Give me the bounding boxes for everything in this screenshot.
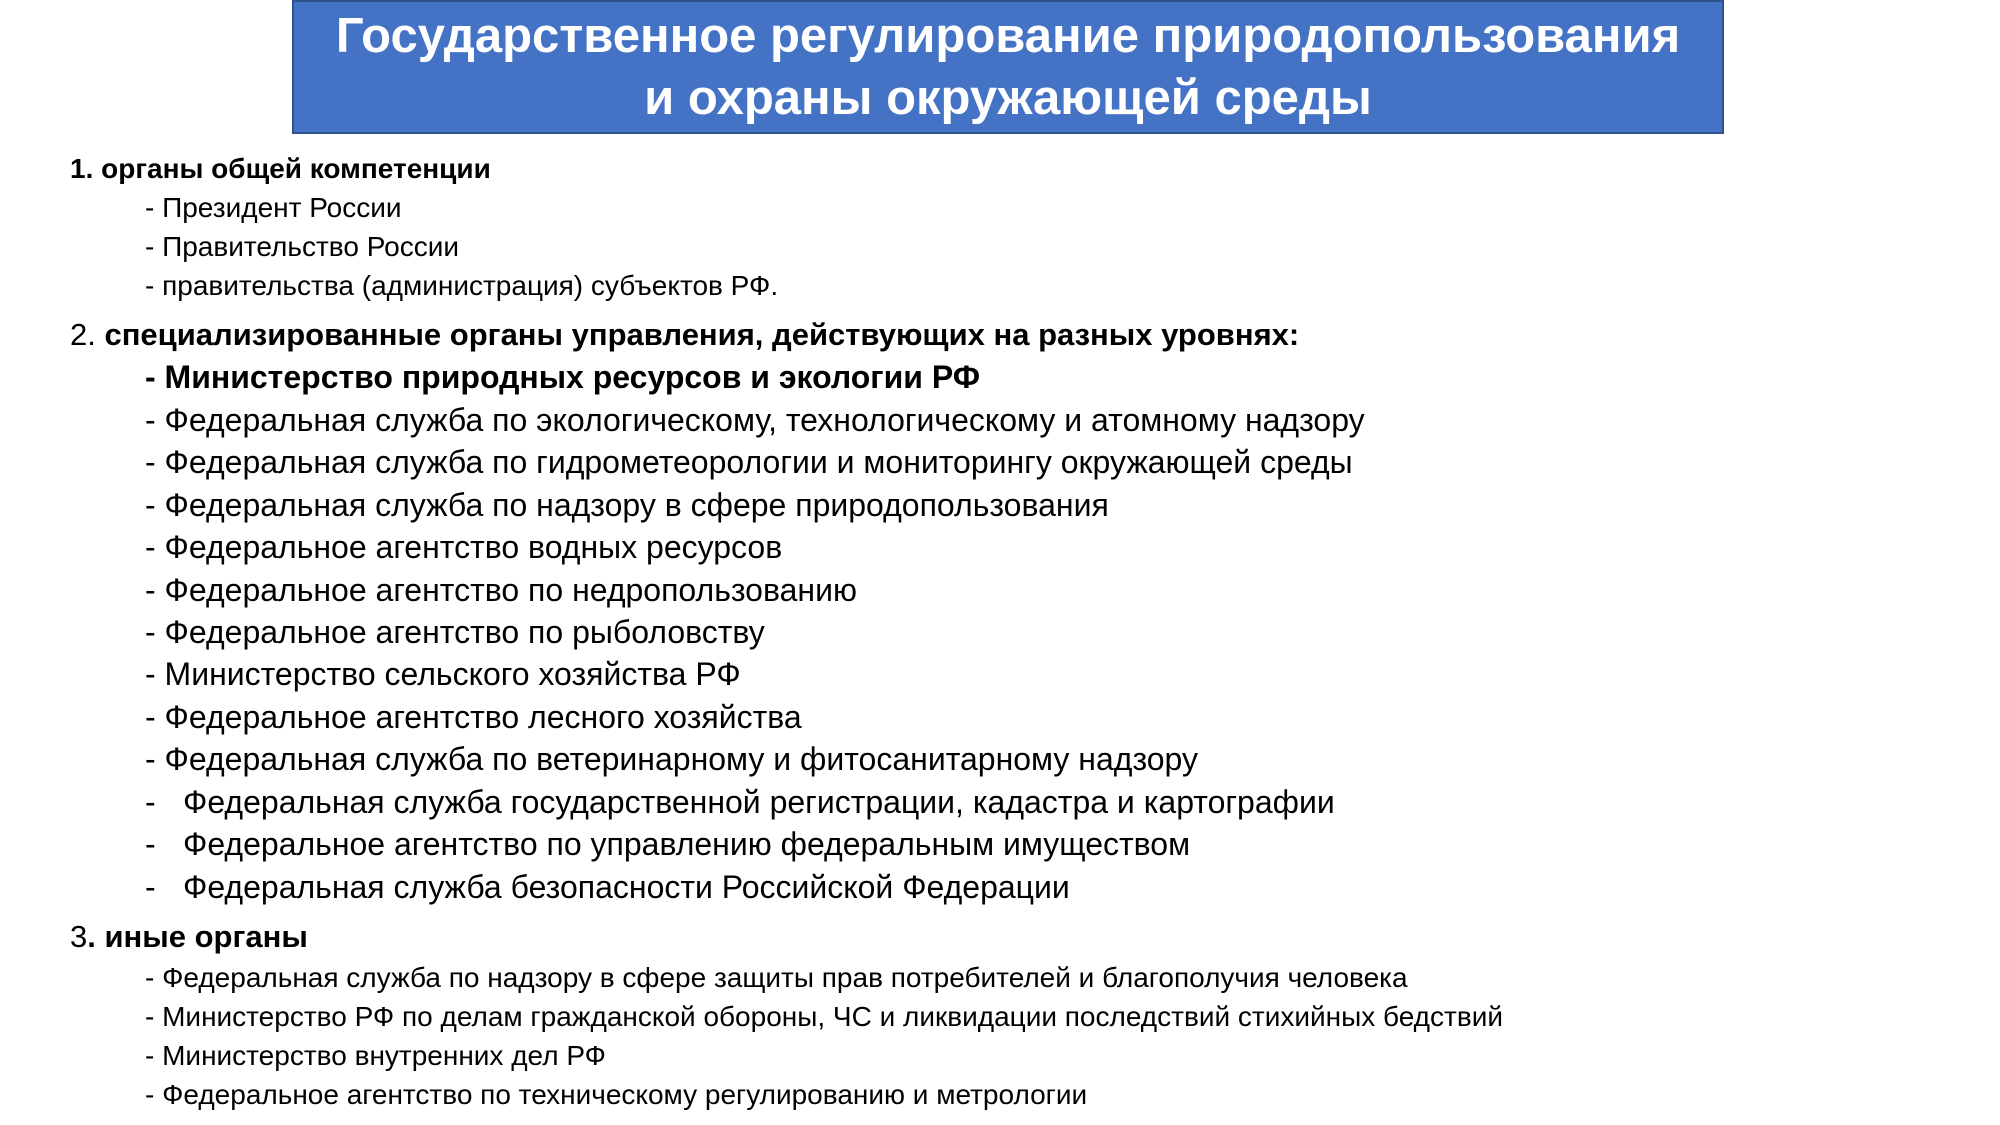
slide-title	[292, 0, 1724, 134]
section3-number: 3	[70, 919, 88, 954]
section2-item: - Федеральная служба по экологическому, технологическому и атомному надзору	[145, 402, 1365, 438]
section2-number: 2.	[70, 317, 96, 352]
section1-item: - правительства (администрация) субъектов РФ.	[145, 270, 779, 301]
section2-item: - Министерство природных ресурсов и экологии РФ	[145, 359, 981, 395]
section2-item: - Федеральное агентство лесного хозяйства	[145, 699, 802, 735]
section2-item: - Федеральная служба по надзору в сфере природопользования	[145, 487, 1109, 523]
item-dash: -	[145, 869, 156, 905]
section3-heading-text: . иные органы	[87, 919, 308, 954]
section1-heading-text: органы общей компетенции	[93, 153, 491, 184]
section3-item: - Министерство внутренних дел РФ	[145, 1040, 606, 1071]
section3-heading	[70, 917, 308, 957]
section2-item-spaced-text: Федеральная служба государственной регистрации, кадастра и картографии	[183, 784, 1335, 820]
section2-item-spaced	[145, 823, 1190, 865]
section2-item: - Федеральное агентство водных ресурсов	[145, 529, 783, 565]
section2-item-spaced-text: Федеральное агентство по управлению федеральным имуществом	[183, 826, 1191, 862]
section2-heading-text: специализированные органы управления, действующих на разных уровнях:	[95, 317, 1300, 352]
section3-item: - Федеральное агентство по техническому регулированию и метрологии	[145, 1079, 1088, 1110]
section3-item: - Федеральная служба по надзору в сфере защиты прав потребителей и благополучия человека	[145, 962, 1408, 993]
section1-item: - Правительство России	[145, 231, 460, 262]
section2-heading	[70, 315, 1299, 355]
slide-title-line2: и охраны окружающей среды	[644, 71, 1372, 125]
section1-heading	[70, 150, 491, 188]
slide-title-line1: Государственное регулирование природопользования	[335, 9, 1681, 63]
section2-item: - Федеральная служба по гидрометеорологии и мониторингу окружающей среды	[145, 444, 1353, 480]
section2-item-spaced-text: Федеральная служба безопасности Российской Федерации	[183, 869, 1070, 905]
section2-item: - Федеральная служба по ветеринарному и фитосанитарному надзору	[145, 741, 1198, 777]
item-dash: -	[145, 784, 156, 820]
section2-item: - Министерство сельского хозяйства РФ	[145, 656, 741, 692]
section2-item: - Федеральное агентство по недропользованию	[145, 572, 857, 608]
section1-item: - Президент России	[145, 192, 402, 223]
item-dash: -	[145, 826, 156, 862]
section1-number: 1.	[70, 153, 94, 184]
section2-item-spaced	[145, 781, 1335, 823]
section2-item-spaced	[145, 866, 1070, 908]
section3-item: - Министерство РФ по делам гражданской обороны, ЧС и ликвидации последствий стихийных бедствий	[145, 1001, 1503, 1032]
section2-item: - Федеральное агентство по рыболовству	[145, 614, 765, 650]
